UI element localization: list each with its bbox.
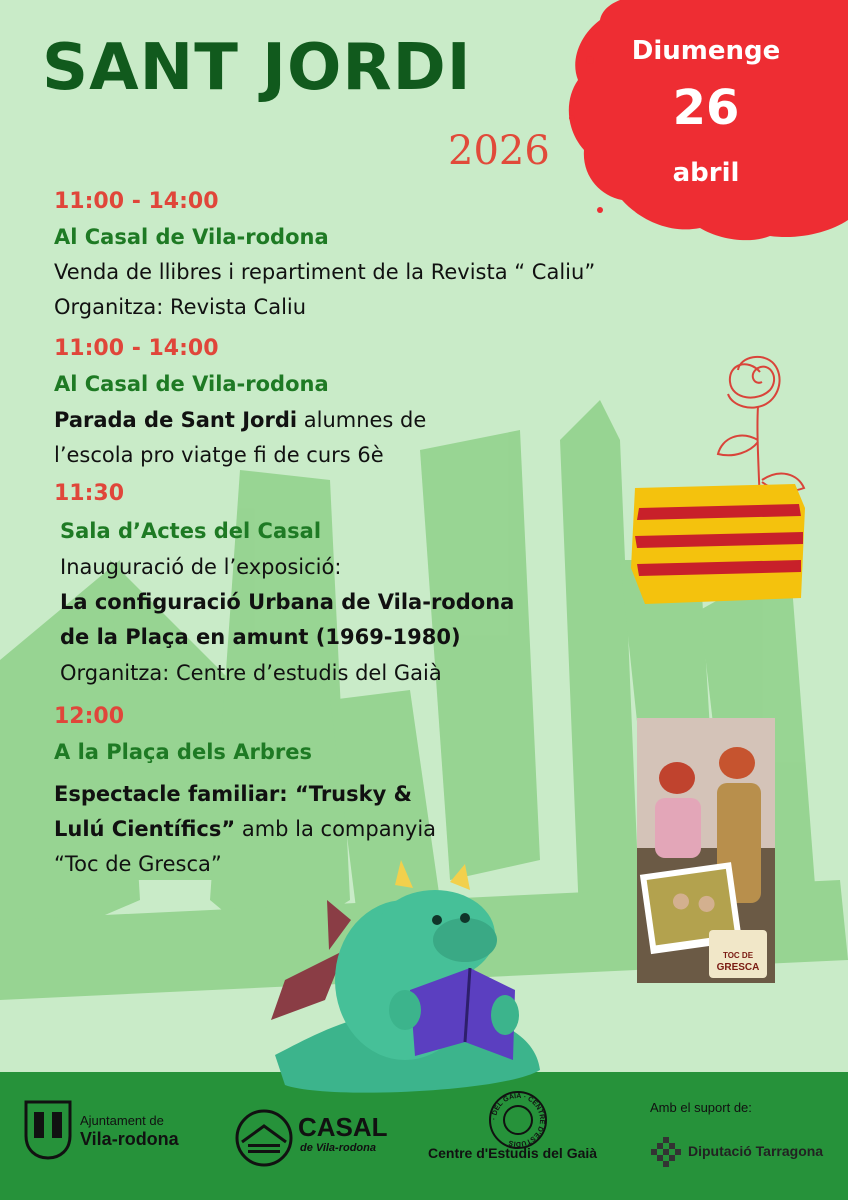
event-4-show-name: Lulú Científics” (54, 817, 236, 841)
event-3-exhibition-title: La configuració Urbana de Vila-rodona (60, 590, 515, 614)
catalan-flag-icon (625, 478, 810, 608)
centre-estudis-ring-text: · DEL GAIÀ · CENTRE D'ESTUDIS (490, 1092, 546, 1148)
event-2-description-line2: l’escola pro viatge fi de curs 6è (54, 443, 384, 467)
photo-badge-line1: TOC DE (722, 951, 754, 960)
casal-logo-icon (234, 1108, 294, 1168)
event-3-place: Sala d’Actes del Casal (60, 519, 322, 543)
event-4-place: A la Plaça dels Arbres (54, 740, 312, 764)
page-title: SANT JORDI (42, 31, 472, 105)
diputacio-tarragona-logo-icon (650, 1136, 682, 1168)
photo-badge-line2: GRESCA (716, 962, 760, 973)
event-1-organizer: Organitza: Revista Caliu (54, 295, 307, 319)
event-3-exhibition-subtitle: de la Plaça en amunt (1969-1980) (60, 625, 461, 649)
event-1-time: 11:00 - 14:00 (54, 189, 219, 214)
theatre-company-photo (637, 718, 775, 983)
event-3-description: Inauguració de l’exposició: (60, 555, 342, 579)
centre-estudis-name: Centre d'Estudis del Gaià (428, 1145, 598, 1161)
ajuntament-label: Ajuntament de (80, 1113, 164, 1128)
date-weekday: Diumenge (631, 36, 781, 66)
casal-subtitle: de Vila-rodona (300, 1142, 376, 1154)
event-1-place: Al Casal de Vila-rodona (54, 225, 329, 249)
casal-name: CASAL (298, 1112, 388, 1142)
event-2-description (54, 408, 426, 432)
event-1-description: Venda de llibres i repartiment de la Revista “ Caliu” (54, 260, 596, 284)
event-4-company: amb la companyia (235, 817, 437, 841)
event-year: 2026 (448, 128, 550, 174)
event-2-description-rest: alumnes de (297, 408, 427, 432)
date-month: abril (672, 158, 740, 188)
event-4-company-name: “Toc de Gresca” (54, 852, 222, 876)
event-3-organizer: Organitza: Centre d’estudis del Gaià (60, 661, 442, 685)
event-2-place: Al Casal de Vila-rodona (54, 372, 329, 396)
event-4-description-line2 (54, 817, 436, 841)
dragon-reading-book-illustration (265, 860, 555, 1100)
date-day: 26 (672, 80, 740, 136)
support-label: Amb el suport de: (650, 1100, 752, 1115)
ajuntament-name: Vila-rodona (80, 1129, 179, 1149)
event-2-time: 11:00 - 14:00 (54, 336, 219, 361)
event-4-description: Espectacle familiar: “Trusky & (54, 782, 412, 806)
event-2-highlight: Parada de Sant Jordi (54, 408, 298, 432)
diputacio-name: Diputació Tarragona (688, 1143, 824, 1159)
event-3-time: 11:30 (54, 481, 125, 506)
centre-estudis-gaia-logo-icon (488, 1090, 548, 1150)
event-4-time: 12:00 (54, 704, 125, 729)
vila-rodona-coat-of-arms-icon (24, 1100, 72, 1160)
